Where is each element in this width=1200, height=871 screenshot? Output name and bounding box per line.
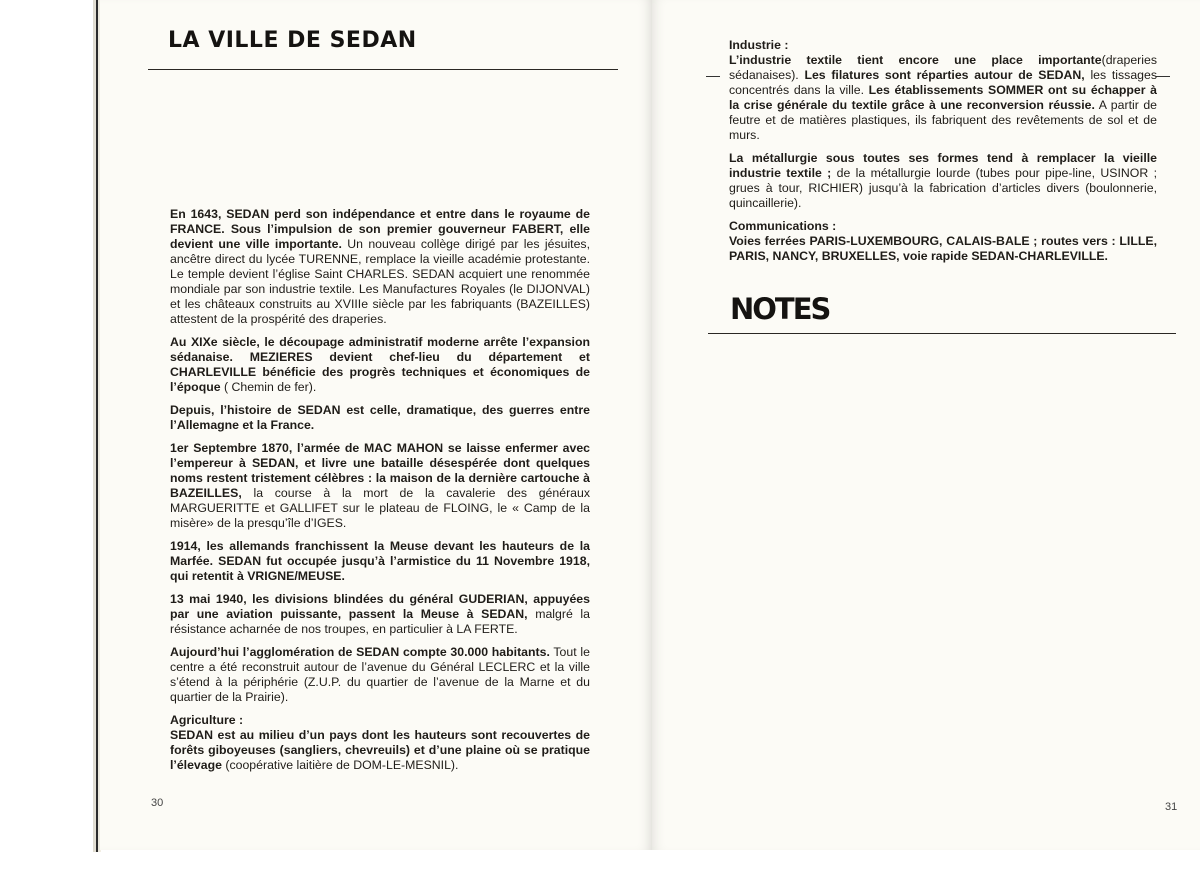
- communications-heading: Communications :: [729, 219, 837, 233]
- agriculture-paragraph: [170, 728, 590, 773]
- title-rule: [148, 69, 618, 70]
- regular-text: les tissages concentrés dans la ville.: [729, 68, 1157, 97]
- bold-text: Voies ferrées PARIS-LUXEMBOURG, CALAIS-BALE ; routes vers : LILLE, PARIS, NANCY, BRUXELLES, voie rapide SEDAN-CHARLEVILLE.: [729, 234, 1157, 263]
- regular-text: A partir de feutre et de matières plastiques, ils fabriquent des revêtements de sol et de murs.: [729, 98, 1158, 142]
- margin-mark: [1156, 76, 1170, 77]
- notes-rule: [708, 333, 1176, 334]
- margin-mark: [706, 76, 720, 77]
- notes-title: NOTES: [730, 292, 830, 326]
- paragraph: [170, 645, 590, 705]
- bold-text: 1er Septembre 1870, l’armée de MAC MAHON se laisse enfermer avec l’empereur à SEDAN, et livre une bataille désespérée dont quelques noms restent tristement célèbres : la maison de la dernière cartouche à BAZEILLES,: [170, 441, 590, 500]
- regular-text: (coopérative laitière de DOM-LE-MESNIL).: [221, 758, 459, 772]
- page-number-left: 30: [151, 797, 164, 809]
- agriculture-heading: Agriculture :: [170, 713, 244, 727]
- bold-text: 13 mai 1940, les divisions blindées du général GUDERIAN, appuyées par une aviation puissante, passent la Meuse à SEDAN,: [170, 592, 590, 621]
- paragraph: [170, 441, 590, 531]
- bold-text: Depuis, l’histoire de SEDAN est celle, dramatique, des guerres entre l’Allemagne et la France.: [170, 403, 590, 432]
- bold-text: SEDAN est au milieu d’un pays dont les hauteurs sont recouvertes de forêts giboyeuses (sangliers, chevreuils) et d’une plaine où se pratique l’élevage: [170, 728, 590, 772]
- binding-line: [96, 0, 98, 852]
- regular-text: Tout le centre a été reconstruit autour de l’avenue du Général LECLERC et la ville s’étend à la périphérie (Z.U.P. du quartier de l’avenue de la Marne et du quartier de la Prairie).: [170, 645, 590, 704]
- regular-text: de la métallurgie lourde (tubes pour pipe-line, USINOR ; grues à tour, RICHIER) jusqu’à la fabrication d’articles divers (boulonnerie, quincaillerie).: [729, 166, 1157, 210]
- page-number-right: 31: [1165, 801, 1178, 813]
- bold-text: La métallurgie sous toutes ses formes tend à remplacer la vieille industrie textile ;: [729, 151, 1157, 180]
- industry-heading: Industrie :: [729, 38, 789, 52]
- paragraph: [170, 335, 590, 395]
- regular-text: (draperies sédanaises).: [729, 53, 1157, 82]
- paragraph: [170, 403, 590, 433]
- paragraph: [170, 539, 590, 584]
- left-text-column: [170, 207, 590, 781]
- page-title: LA VILLE DE SEDAN: [168, 28, 417, 53]
- industry-paragraph: [729, 53, 1157, 143]
- regular-text: la course à la mort de la cavalerie des généraux MARGUERITTE et GALLIFET sur le plateau de FLOING, le « Camp de la misère» de la presqu’île d’IGES.: [170, 486, 590, 530]
- regular-text: ( Chemin de fer).: [220, 380, 317, 394]
- communications-paragraph: [729, 234, 1157, 264]
- bold-text: Les établissements SOMMER ont su échapper à la crise générale du textile grâce à une reconversion réussie.: [729, 83, 1158, 112]
- bold-text: Les filatures sont réparties autour de SEDAN,: [804, 68, 1085, 82]
- bold-text: Au XIXe siècle, le découpage administratif moderne arrête l’expansion sédanaise. MEZIERES devient chef-lieu du département et CHARLEVILLE bénéficie des progrès techniques et économiques de l’époque: [170, 335, 590, 394]
- bold-text: En 1643, SEDAN perd son indépendance et entre dans le royaume de FRANCE. Sous l’impulsion de son premier gouverneur FABERT, elle devient une ville importante.: [170, 207, 590, 251]
- metallurgy-paragraph: [729, 151, 1157, 211]
- regular-text: Un nouveau collège dirigé par les jésuites, ancêtre direct du lycée TURENNE, remplace la vieille académie protestante. Le temple devient l’église Saint CHARLES. SEDAN acquiert une renommée mondiale par son industrie textile. Les Manufactures Royales (le DIJONVAL) et les châteaux construits au XVIIIe siècle par les fabriquants (BAZEILLES) attestent de la prospérité des draperies.: [170, 237, 590, 326]
- regular-text: malgré la résistance acharnée de nos troupes, en particulier à LA FERTE.: [170, 607, 591, 636]
- right-text-column: [729, 38, 1157, 272]
- bold-text: 1914, les allemands franchissent la Meuse devant les hauteurs de la Marfée. SEDAN fut occupée jusqu’à l’armistice du 11 Novembre 1918, qui retentit à VRIGNE/MEUSE.: [170, 539, 590, 583]
- paragraph: [170, 207, 590, 327]
- bold-text: L’industrie textile tient encore une place importante: [729, 53, 1102, 67]
- paragraph: [170, 592, 590, 637]
- bold-text: Aujourd’hui l’agglomération de SEDAN compte 30.000 habitants.: [170, 645, 550, 659]
